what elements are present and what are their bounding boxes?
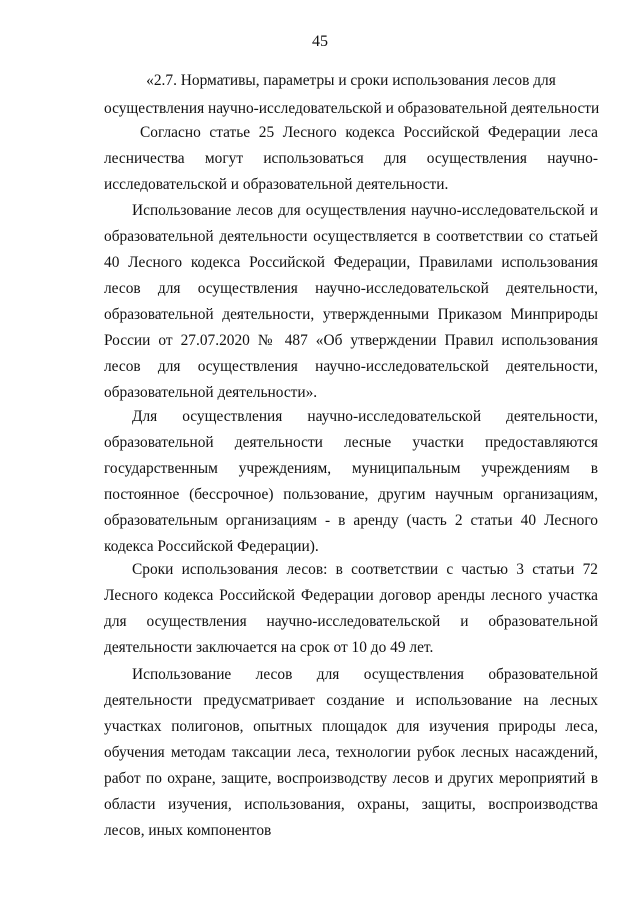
paragraph-5: Использование лесов для осуществления образовательной деятельности предусматривает создание и использование на лесных участках полигонов, опытных площадок для изучения природы леса, обучения методам таксации леса, технологии рубок лесных насаждений, работ по охране, защите, воспроизводству лесов и других мероприятий в области изучения, использования, охраны, защиты, воспроизводства лесов, иных компонентов — [104, 666, 598, 839]
paragraph-4: Сроки использования лесов: в соответствии с частью 3 статьи 72 Лесного кодекса Российской Федерации договор аренды лесного участка для осуществления научно-исследовательской и образовательной деятельности заключается на срок от 10 до 49 лет. — [104, 561, 598, 656]
paragraph-3: Для осуществления научно-исследовательской деятельности, образовательной деятельности лесные участки предоставляются государственным учреждениям, муниципальным учреждениям в постоянное (бессрочное) пользование, другим научным организациям, образовательным организациям - в аренду (часть 2 статьи 40 Лесного кодекса Российской Федерации). — [104, 408, 598, 555]
paragraph-block-2 — [104, 198, 598, 406]
section-heading-line-1: «2.7. Нормативы, параметры и сроки использования лесов для — [146, 72, 556, 89]
paragraph-1: Согласно статье 25 Лесного кодекса Российской Федерации леса лесничества могут использоваться для осуществления научно-исследовательской и образовательной деятельности. — [104, 124, 598, 193]
paragraph-block-5 — [104, 662, 598, 844]
section-heading-line-2: осуществления научно-исследовательской и образовательной деятельности — [104, 100, 600, 117]
page-number: 45 — [312, 33, 328, 50]
section-heading — [104, 67, 598, 123]
paragraph-block-1 — [104, 120, 598, 198]
paragraph-block-4 — [104, 557, 598, 661]
paragraph-2: Использование лесов для осуществления научно-исследовательской и образовательной деятельности осуществляется в соответствии со статьей 40 Лесного кодекса Российской Федерации, Правилами использования лесов для осуществления научно-исследовательской деятельности, образовательной деятельности, утвержденными Приказом Минприроды России от 27.07.2020 № 487 «Об утверждении Правил использования лесов для осуществления научно-исследовательской деятельности, образовательной деятельности». — [104, 202, 598, 401]
paragraph-block-3 — [104, 404, 598, 560]
